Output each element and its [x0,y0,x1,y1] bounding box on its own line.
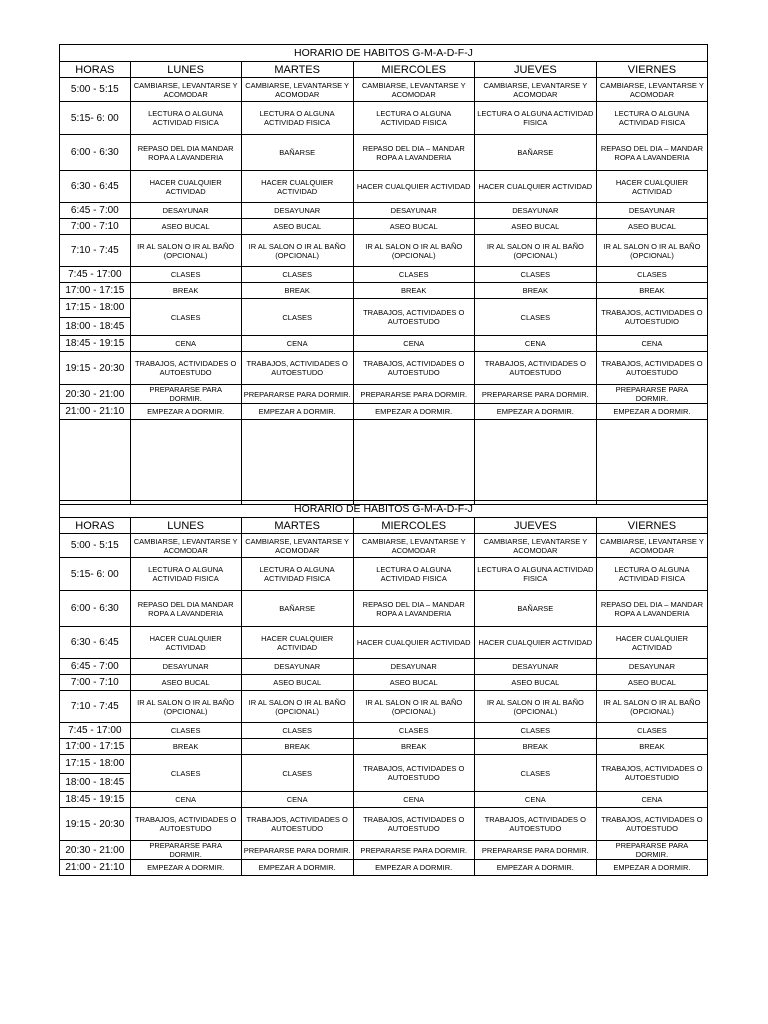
activity-cell: CAMBIARSE, LEVANTARSE Y ACOMODAR [130,78,241,102]
hour-slot: 17:15 - 18:00 [60,755,130,774]
hour-cell: 18:45 - 19:15 [60,336,131,352]
hour-cell: 21:00 - 21:10 [60,860,131,876]
schedule-row [60,755,708,792]
activity-cell: BAÑARSE [241,135,353,171]
activity-cell: HACER CUALQUIER ACTIVIDAD [474,171,596,203]
activity-cell: REPASO DEL DIA MANDAR ROPA A LAVANDERIA [130,591,241,627]
hour-cell [60,755,131,792]
activity-cell: TRABAJOS, ACTIVIDADES O AUTOESTUDO [241,808,353,841]
column-header: HORAS [60,518,131,534]
hour-cell [60,299,131,336]
activity-cell: PREPARARSE PARA DORMIR. [130,385,241,404]
blank-cell [241,420,353,505]
schedule-row [60,534,708,558]
hour-cell: 18:45 - 19:15 [60,792,131,808]
activity-cell: EMPEZAR A DORMIR. [353,860,474,876]
activity-cell: DESAYUNAR [353,659,474,675]
schedule-row [60,792,708,808]
activity-cell: BREAK [353,283,474,299]
activity-cell: CAMBIARSE, LEVANTARSE Y ACOMODAR [596,534,707,558]
activity-cell: CLASES [353,267,474,283]
header-row [60,518,708,534]
schedule-row [60,739,708,755]
activity-cell: ASEO BUCAL [474,675,596,691]
schedule-row [60,691,708,723]
hour-cell: 6:45 - 7:00 [60,203,131,219]
activity-cell: LECTURA O ALGUNA ACTIVIDAD FISICA [353,558,474,591]
schedule-row [60,860,708,876]
hour-cell: 17:00 - 17:15 [60,283,131,299]
hour-cell: 5:00 - 5:15 [60,78,131,102]
activity-cell: HACER CUALQUIER ACTIVIDAD [596,627,707,659]
activity-cell: CENA [353,792,474,808]
schedule-title: HORARIO DE HABITOS G-M-A-D-F-J [60,45,708,62]
hour-cell: 7:00 - 7:10 [60,675,131,691]
schedule-row [60,102,708,135]
activity-cell: CLASES [130,723,241,739]
activity-cell: TRABAJOS, ACTIVIDADES O AUTOESTUDO [596,808,707,841]
activity-cell: CLASES [596,267,707,283]
column-header: MIERCOLES [353,62,474,78]
activity-cell: HACER CUALQUIER ACTIVIDAD [353,171,474,203]
activity-cell: IR AL SALON O IR AL BAÑO (OPCIONAL) [474,691,596,723]
activity-cell: PREPARARSE PARA DORMIR. [241,841,353,860]
activity-cell: TRABAJOS, ACTIVIDADES O AUTOESTUDO [353,352,474,385]
activity-cell: CENA [596,792,707,808]
schedule-row [60,78,708,102]
activity-cell: CAMBIARSE, LEVANTARSE Y ACOMODAR [353,534,474,558]
activity-cell: TRABAJOS, ACTIVIDADES O AUTOESTUDO [353,808,474,841]
activity-cell: DESAYUNAR [241,659,353,675]
activity-cell: CENA [130,792,241,808]
activity-cell: BREAK [474,739,596,755]
hour-cell: 7:45 - 17:00 [60,267,131,283]
activity-cell: CLASES [241,723,353,739]
activity-cell: PREPARARSE PARA DORMIR. [353,385,474,404]
activity-cell: LECTURA O ALGUNA ACTIVIDAD FISICA [596,102,707,135]
schedule-row [60,723,708,739]
activity-cell: PREPARARSE PARA DORMIR. [596,385,707,404]
activity-cell: PREPARARSE PARA DORMIR. [241,385,353,404]
hour-cell: 5:15- 6: 00 [60,102,131,135]
blank-cell [60,420,131,505]
activity-cell: ASEO BUCAL [353,675,474,691]
activity-cell: REPASO DEL DIA – MANDAR ROPA A LAVANDERIA [353,591,474,627]
activity-cell: HACER CUALQUIER ACTIVIDAD [130,171,241,203]
schedule-row [60,171,708,203]
column-header: HORAS [60,62,131,78]
activity-cell: CLASES [241,299,353,336]
activity-cell: DESAYUNAR [130,203,241,219]
activity-cell: EMPEZAR A DORMIR. [130,404,241,420]
activity-cell: ASEO BUCAL [241,675,353,691]
blank-cell [353,420,474,505]
activity-cell: REPASO DEL DIA – MANDAR ROPA A LAVANDERIA [353,135,474,171]
activity-cell: LECTURA O ALGUNA ACTIVIDAD FISICA [353,102,474,135]
activity-cell: TRABAJOS, ACTIVIDADES O AUTOESTUDIO [596,755,707,792]
activity-cell: TRABAJOS, ACTIVIDADES O AUTOESTUDO [596,352,707,385]
activity-cell: IR AL SALON O IR AL BAÑO (OPCIONAL) [353,235,474,267]
activity-cell: BAÑARSE [474,135,596,171]
schedule-row [60,591,708,627]
activity-cell: LECTURA O ALGUNA ACTIVIDAD FISICA [474,102,596,135]
activity-cell: LECTURA O ALGUNA ACTIVIDAD FISICA [130,102,241,135]
hour-cell: 6:00 - 6:30 [60,135,131,171]
activity-cell: HACER CUALQUIER ACTIVIDAD [474,627,596,659]
activity-cell: CAMBIARSE, LEVANTARSE Y ACOMODAR [474,534,596,558]
column-header: JUEVES [474,62,596,78]
activity-cell: REPASO DEL DIA MANDAR ROPA A LAVANDERIA [130,135,241,171]
schedule-row [60,299,708,336]
activity-cell: DESAYUNAR [353,203,474,219]
activity-cell: IR AL SALON O IR AL BAÑO (OPCIONAL) [130,691,241,723]
hour-cell: 7:45 - 17:00 [60,723,131,739]
schedule-row [60,627,708,659]
activity-cell: PREPARARSE PARA DORMIR. [474,841,596,860]
activity-cell: LECTURA O ALGUNA ACTIVIDAD FISICA [474,558,596,591]
activity-cell: IR AL SALON O IR AL BAÑO (OPCIONAL) [596,235,707,267]
activity-cell: DESAYUNAR [596,659,707,675]
activity-cell: TRABAJOS, ACTIVIDADES O AUTOESTUDO [353,755,474,792]
schedule-row [60,283,708,299]
activity-cell: LECTURA O ALGUNA ACTIVIDAD FISICA [130,558,241,591]
activity-cell: TRABAJOS, ACTIVIDADES O AUTOESTUDO [474,808,596,841]
activity-cell: CLASES [474,723,596,739]
activity-cell: PREPARARSE PARA DORMIR. [353,841,474,860]
hour-slot: 17:15 - 18:00 [60,299,130,318]
hour-cell: 7:10 - 7:45 [60,691,131,723]
activity-cell: EMPEZAR A DORMIR. [130,860,241,876]
schedule-row [60,385,708,404]
column-header: MIERCOLES [353,518,474,534]
blank-cell [596,420,707,505]
activity-cell: CLASES [474,299,596,336]
activity-cell: PREPARARSE PARA DORMIR. [596,841,707,860]
activity-cell: TRABAJOS, ACTIVIDADES O AUTOESTUDIO [596,299,707,336]
activity-cell: EMPEZAR A DORMIR. [596,404,707,420]
activity-cell: ASEO BUCAL [596,675,707,691]
schedule-row [60,808,708,841]
schedule-title: HORARIO DE HABITOS G-M-A-D-F-J [60,501,708,518]
activity-cell: IR AL SALON O IR AL BAÑO (OPCIONAL) [474,235,596,267]
activity-cell: CAMBIARSE, LEVANTARSE Y ACOMODAR [353,78,474,102]
activity-cell: EMPEZAR A DORMIR. [241,860,353,876]
activity-cell: CENA [241,792,353,808]
activity-cell: BREAK [130,283,241,299]
blank-cell [474,420,596,505]
activity-cell: DESAYUNAR [130,659,241,675]
activity-cell: CLASES [474,267,596,283]
hour-cell: 6:45 - 7:00 [60,659,131,675]
activity-cell: BAÑARSE [474,591,596,627]
hour-cell: 21:00 - 21:10 [60,404,131,420]
activity-cell: CAMBIARSE, LEVANTARSE Y ACOMODAR [596,78,707,102]
activity-cell: CENA [130,336,241,352]
schedule-row [60,203,708,219]
schedule-row [60,404,708,420]
activity-cell: ASEO BUCAL [241,219,353,235]
hour-cell: 7:00 - 7:10 [60,219,131,235]
activity-cell: DESAYUNAR [241,203,353,219]
activity-cell: BREAK [130,739,241,755]
blank-row [60,420,708,505]
header-row [60,62,708,78]
activity-cell: CENA [241,336,353,352]
hour-cell: 19:15 - 20:30 [60,352,131,385]
hour-slot: 18:00 - 18:45 [65,776,125,788]
activity-cell: BREAK [474,283,596,299]
schedule-row [60,267,708,283]
schedule-row [60,219,708,235]
activity-cell: IR AL SALON O IR AL BAÑO (OPCIONAL) [241,691,353,723]
activity-cell: CLASES [241,755,353,792]
activity-cell: TRABAJOS, ACTIVIDADES O AUTOESTUDO [474,352,596,385]
schedule-row [60,352,708,385]
activity-cell: BREAK [241,739,353,755]
hour-slot: 18:00 - 18:45 [65,320,125,332]
activity-cell: CLASES [596,723,707,739]
hour-cell: 5:00 - 5:15 [60,534,131,558]
blank-cell [130,420,241,505]
activity-cell: ASEO BUCAL [596,219,707,235]
activity-cell: DESAYUNAR [474,203,596,219]
activity-cell: CAMBIARSE, LEVANTARSE Y ACOMODAR [241,78,353,102]
activity-cell: CAMBIARSE, LEVANTARSE Y ACOMODAR [241,534,353,558]
activity-cell: PREPARARSE PARA DORMIR. [474,385,596,404]
activity-cell: IR AL SALON O IR AL BAÑO (OPCIONAL) [130,235,241,267]
activity-cell: CLASES [130,755,241,792]
activity-cell: BREAK [353,739,474,755]
activity-cell: IR AL SALON O IR AL BAÑO (OPCIONAL) [596,691,707,723]
activity-cell: CLASES [130,267,241,283]
hour-cell: 6:30 - 6:45 [60,171,131,203]
column-header: LUNES [130,62,241,78]
schedule-table-1 [59,44,708,505]
activity-cell: HACER CUALQUIER ACTIVIDAD [241,171,353,203]
activity-cell: EMPEZAR A DORMIR. [474,404,596,420]
activity-cell: ASEO BUCAL [130,219,241,235]
hour-cell: 7:10 - 7:45 [60,235,131,267]
hour-cell: 6:00 - 6:30 [60,591,131,627]
hour-cell: 5:15- 6: 00 [60,558,131,591]
column-header: VIERNES [596,62,707,78]
hour-cell: 19:15 - 20:30 [60,808,131,841]
activity-cell: EMPEZAR A DORMIR. [353,404,474,420]
activity-cell: CENA [353,336,474,352]
activity-cell: CLASES [241,267,353,283]
column-header: VIERNES [596,518,707,534]
activity-cell: CLASES [353,723,474,739]
activity-cell: EMPEZAR A DORMIR. [474,860,596,876]
activity-cell: BREAK [596,739,707,755]
activity-cell: REPASO DEL DIA – MANDAR ROPA A LAVANDERIA [596,135,707,171]
activity-cell: TRABAJOS, ACTIVIDADES O AUTOESTUDO [130,352,241,385]
column-header: LUNES [130,518,241,534]
activity-cell: IR AL SALON O IR AL BAÑO (OPCIONAL) [353,691,474,723]
column-header: MARTES [241,62,353,78]
activity-cell: CENA [474,336,596,352]
activity-cell: PREPARARSE PARA DORMIR. [130,841,241,860]
activity-cell: CAMBIARSE, LEVANTARSE Y ACOMODAR [474,78,596,102]
activity-cell: TRABAJOS, ACTIVIDADES O AUTOESTUDO [241,352,353,385]
activity-cell: CLASES [474,755,596,792]
column-header: JUEVES [474,518,596,534]
activity-cell: LECTURA O ALGUNA ACTIVIDAD FISICA [241,102,353,135]
activity-cell: REPASO DEL DIA – MANDAR ROPA A LAVANDERIA [596,591,707,627]
schedule-table-2 [59,500,708,876]
schedule-row [60,336,708,352]
schedule-row [60,235,708,267]
schedule-row [60,135,708,171]
title-row [60,501,708,518]
schedule-row [60,675,708,691]
activity-cell: TRABAJOS, ACTIVIDADES O AUTOESTUDO [130,808,241,841]
activity-cell: DESAYUNAR [474,659,596,675]
activity-cell: HACER CUALQUIER ACTIVIDAD [353,627,474,659]
schedule-row [60,659,708,675]
activity-cell: ASEO BUCAL [130,675,241,691]
hour-cell: 6:30 - 6:45 [60,627,131,659]
activity-cell: BREAK [596,283,707,299]
activity-cell: ASEO BUCAL [474,219,596,235]
activity-cell: ASEO BUCAL [353,219,474,235]
hour-cell: 20:30 - 21:00 [60,385,131,404]
activity-cell: BAÑARSE [241,591,353,627]
activity-cell: LECTURA O ALGUNA ACTIVIDAD FISICA [596,558,707,591]
schedule-row [60,558,708,591]
activity-cell: CENA [474,792,596,808]
activity-cell: HACER CUALQUIER ACTIVIDAD [596,171,707,203]
title-row [60,45,708,62]
activity-cell: BREAK [241,283,353,299]
column-header: MARTES [241,518,353,534]
activity-cell: DESAYUNAR [596,203,707,219]
activity-cell: CLASES [130,299,241,336]
activity-cell: IR AL SALON O IR AL BAÑO (OPCIONAL) [241,235,353,267]
activity-cell: HACER CUALQUIER ACTIVIDAD [130,627,241,659]
activity-cell: TRABAJOS, ACTIVIDADES O AUTOESTUDO [353,299,474,336]
schedule-row [60,841,708,860]
hour-cell: 17:00 - 17:15 [60,739,131,755]
hour-cell: 20:30 - 21:00 [60,841,131,860]
activity-cell: CENA [596,336,707,352]
activity-cell: HACER CUALQUIER ACTIVIDAD [241,627,353,659]
activity-cell: EMPEZAR A DORMIR. [241,404,353,420]
activity-cell: EMPEZAR A DORMIR. [596,860,707,876]
activity-cell: CAMBIARSE, LEVANTARSE Y ACOMODAR [130,534,241,558]
activity-cell: LECTURA O ALGUNA ACTIVIDAD FISICA [241,558,353,591]
